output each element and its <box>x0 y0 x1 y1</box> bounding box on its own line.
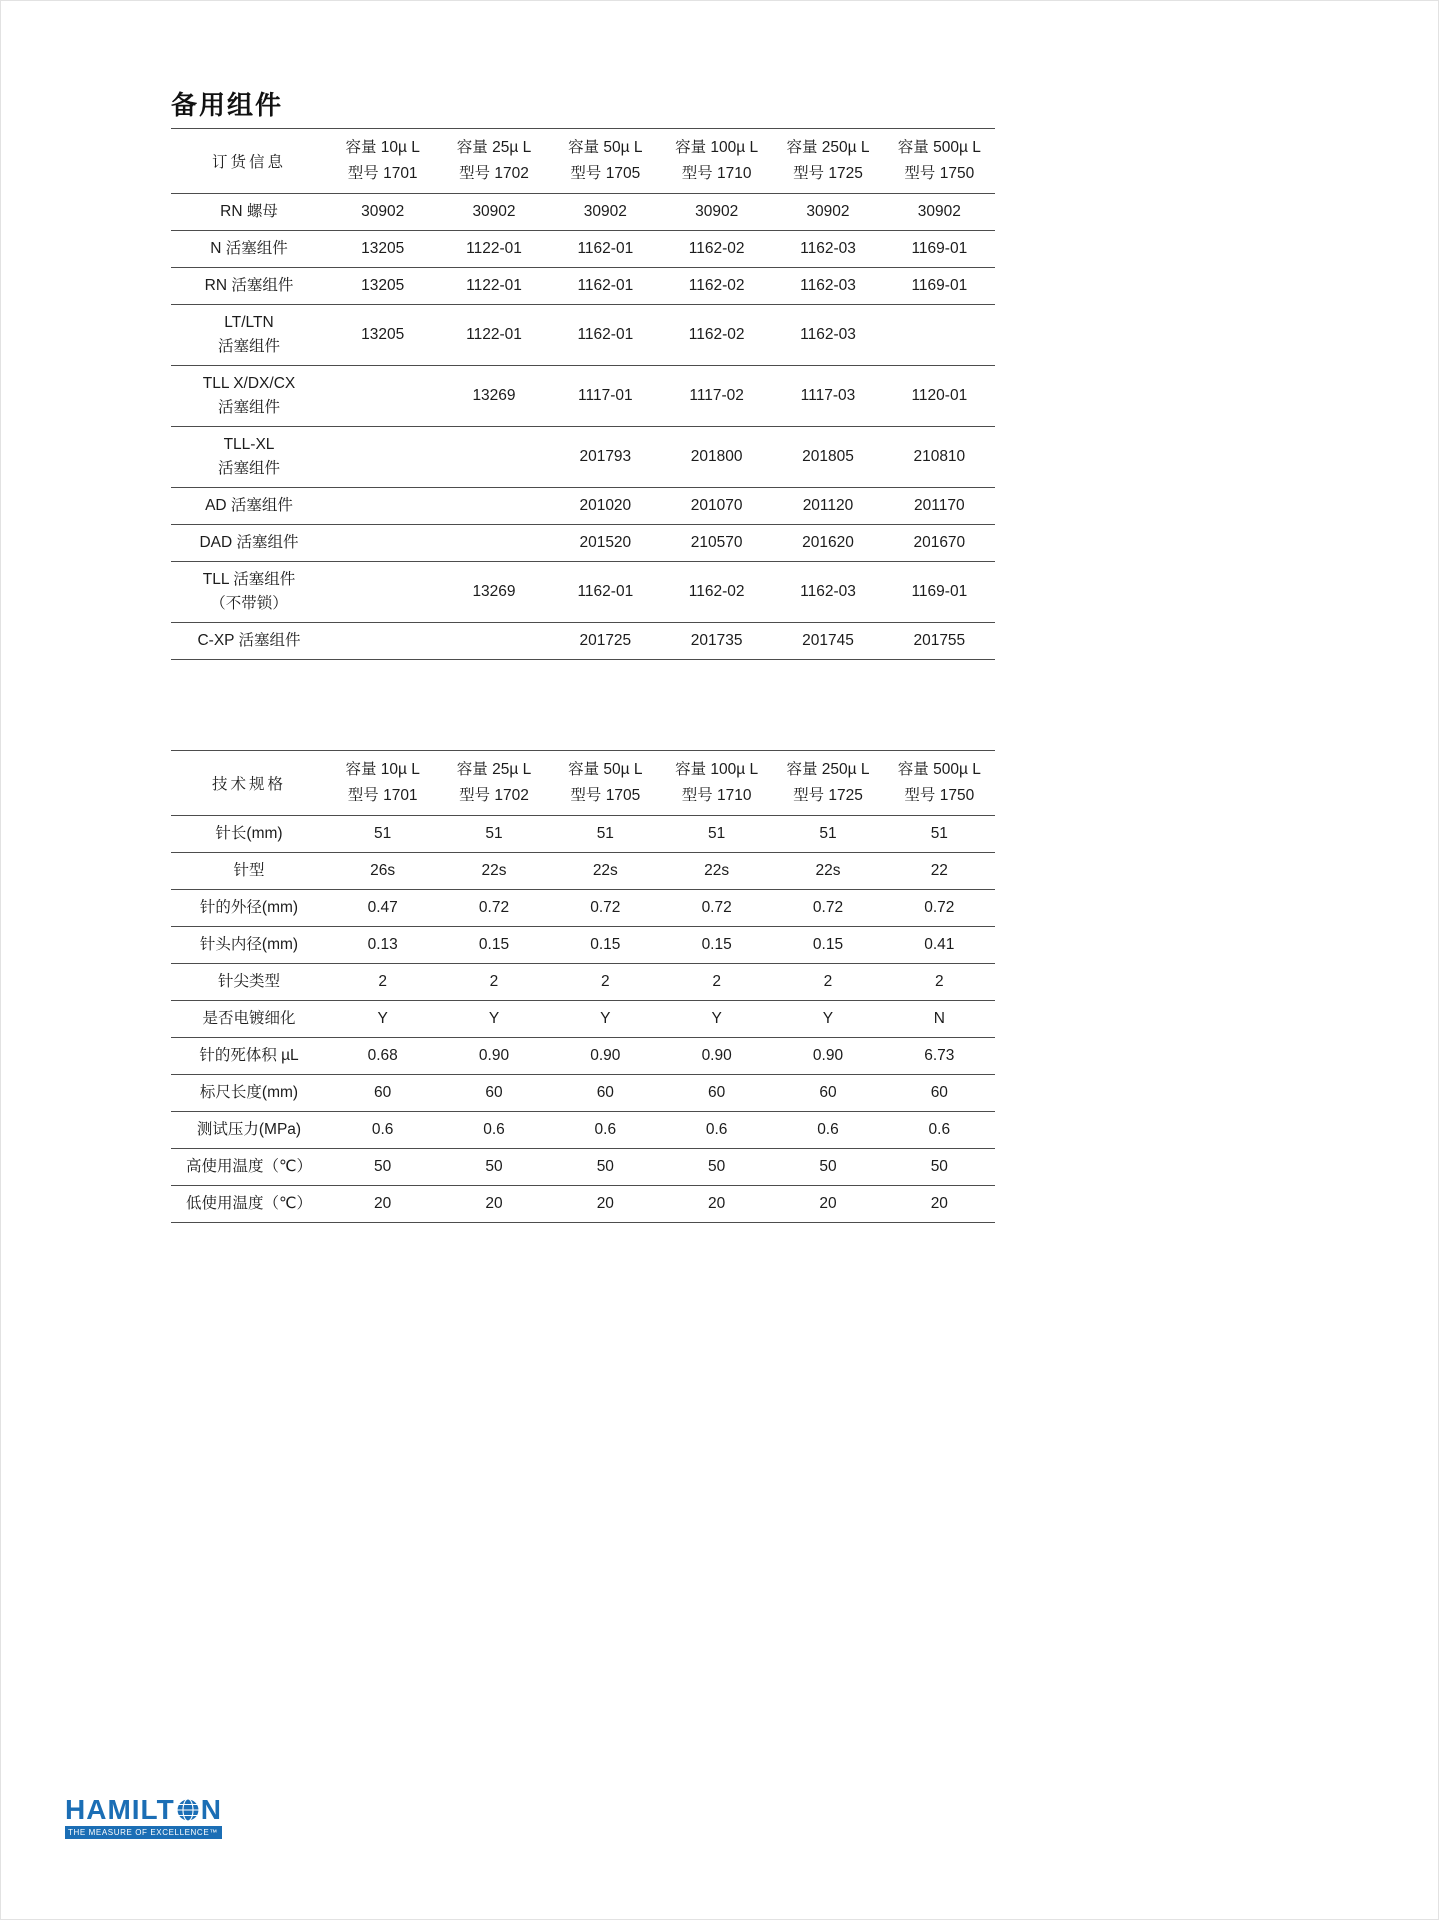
cell-value: 1169-01 <box>911 583 968 600</box>
logo-text-right: N <box>200 1794 222 1825</box>
column-header <box>772 129 883 194</box>
table-row <box>171 964 995 1001</box>
cell-value: 0.6 <box>705 1121 728 1138</box>
table-row <box>171 366 995 427</box>
column-capacity-label: 容量 50µ L <box>568 761 643 778</box>
ordering-info-table <box>171 128 995 660</box>
globe-icon <box>176 1798 200 1822</box>
cell-value: 1117-01 <box>578 387 633 404</box>
cell-value: 1162-03 <box>800 240 856 257</box>
column-model-label: 型号 1750 <box>904 165 975 182</box>
column-model-label: 型号 1705 <box>570 165 641 182</box>
cell-value: 0.72 <box>924 899 955 916</box>
section-title: 备用组件 <box>171 90 284 120</box>
cell-value: 0.6 <box>928 1121 951 1138</box>
cell-value: 0.90 <box>812 1047 844 1064</box>
column-capacity-label: 容量 100µ L <box>675 139 759 156</box>
cell-value: 20 <box>374 1195 392 1212</box>
column-model-label: 型号 1701 <box>347 165 418 182</box>
cell-value <box>438 525 549 562</box>
cell-value: 13269 <box>472 387 516 404</box>
cell-value: 51 <box>708 825 726 842</box>
cell-value: 0.90 <box>478 1047 510 1064</box>
table-row <box>171 231 995 268</box>
cell-value: 1122-01 <box>466 240 522 257</box>
cell-value: 6.73 <box>924 1047 955 1064</box>
cell-value: 201805 <box>802 448 854 465</box>
cell-value: 50 <box>596 1158 614 1175</box>
cell-value <box>327 562 438 623</box>
cell-value: 1162-01 <box>577 583 634 600</box>
logo-tagline: THE MEASURE OF EXCELLENCE™ <box>65 1826 222 1839</box>
cell-value: 0.6 <box>371 1121 394 1138</box>
cell-value: 50 <box>708 1158 726 1175</box>
table-row <box>171 305 995 366</box>
cell-value: 20 <box>819 1195 837 1212</box>
cell-value: 30902 <box>695 203 739 220</box>
table-row <box>171 427 995 488</box>
column-model-label: 型号 1702 <box>459 165 529 182</box>
cell-value: 1162-02 <box>688 277 745 294</box>
table-row <box>171 1001 995 1038</box>
cell-value: Y <box>488 1010 500 1027</box>
cell-value: 20 <box>708 1195 726 1212</box>
cell-value: 50 <box>485 1158 503 1175</box>
row-label: 测试压力(MPa) <box>196 1121 302 1138</box>
cell-value: 1117-02 <box>689 387 744 404</box>
cell-value: 1162-02 <box>688 583 745 600</box>
cell-value <box>327 427 438 488</box>
cell-value: 51 <box>374 825 392 842</box>
column-model-label: 型号 1710 <box>681 165 752 182</box>
table-row <box>171 1075 995 1112</box>
cell-value: 201755 <box>913 632 966 649</box>
table-row <box>171 1186 995 1223</box>
row-label: TLL-XL 活塞组件 <box>217 436 280 477</box>
cell-value: 13205 <box>361 326 405 343</box>
cell-value: 22s <box>592 862 618 879</box>
cell-value: 201520 <box>579 534 632 551</box>
table-row <box>171 562 995 623</box>
cell-value: 13205 <box>361 277 405 294</box>
cell-value: 60 <box>485 1084 503 1101</box>
cell-value: 60 <box>819 1084 837 1101</box>
cell-value: Y <box>822 1010 834 1027</box>
column-header <box>438 129 549 194</box>
column-capacity-label: 容量 25µ L <box>456 139 532 156</box>
column-capacity-label: 容量 25µ L <box>456 761 532 778</box>
cell-value: 0.72 <box>701 899 732 916</box>
row-label: 针型 <box>233 862 265 879</box>
table-row <box>171 927 995 964</box>
row-label: 针尖类型 <box>217 973 280 990</box>
cell-value: 0.15 <box>701 936 732 953</box>
column-header <box>327 751 438 816</box>
row-label: 高使用温度（℃） <box>186 1158 312 1175</box>
cell-value: 1162-03 <box>800 326 856 343</box>
cell-value: 30902 <box>917 203 961 220</box>
cell-value: 1162-03 <box>800 583 856 600</box>
technical-specs-table <box>171 750 995 1223</box>
cell-value: 20 <box>485 1195 503 1212</box>
cell-value <box>327 623 438 660</box>
row-label: 针长(mm) <box>215 825 283 842</box>
logo-text-left: HAMILT <box>65 1794 175 1825</box>
cell-value: 1117-03 <box>800 387 856 404</box>
cell-value: 60 <box>596 1084 614 1101</box>
cell-value: 51 <box>930 825 948 842</box>
cell-value: 1162-01 <box>577 326 634 343</box>
cell-value <box>438 427 549 488</box>
row-label: RN 活塞组件 <box>204 277 294 294</box>
cell-value: 0.15 <box>478 936 510 953</box>
column-header <box>661 129 772 194</box>
table-row <box>171 488 995 525</box>
table-row <box>171 853 995 890</box>
cell-value: 0.47 <box>367 899 398 916</box>
cell-value: 2 <box>823 973 833 990</box>
column-model-label: 型号 1725 <box>793 165 863 182</box>
cell-value: 22s <box>704 862 730 879</box>
column-capacity-label: 容量 50µ L <box>568 139 643 156</box>
hamilton-logo-wordmark <box>65 1796 222 1824</box>
column-header <box>550 751 661 816</box>
cell-value: 201620 <box>802 534 854 551</box>
cell-value <box>327 525 438 562</box>
table-gap <box>171 660 995 750</box>
table-row <box>171 1112 995 1149</box>
column-model-label: 型号 1710 <box>681 787 752 804</box>
cell-value: 201800 <box>690 448 743 465</box>
row-label: TLL 活塞组件 （不带锁） <box>202 571 296 612</box>
cell-value: 201745 <box>802 632 854 649</box>
cell-value: 30902 <box>472 203 516 220</box>
cell-value: 201020 <box>579 497 632 514</box>
cell-value <box>327 366 438 427</box>
hamilton-logo <box>65 1796 222 1839</box>
cell-value: 2 <box>935 973 944 990</box>
cell-value: 0.72 <box>812 899 844 916</box>
cell-value: 1162-01 <box>577 277 634 294</box>
cell-value: 13269 <box>472 583 516 600</box>
cell-value: 51 <box>485 825 503 842</box>
cell-value: 1162-02 <box>688 240 745 257</box>
row-label: 针头内径(mm) <box>199 936 299 953</box>
cell-value: 26s <box>370 862 396 879</box>
cell-value <box>327 488 438 525</box>
cell-value: 210570 <box>690 534 743 551</box>
cell-value: 13205 <box>361 240 405 257</box>
column-header <box>884 129 995 194</box>
cell-value: 1122-01 <box>466 277 522 294</box>
row-label: TLL X/DX/CX 活塞组件 <box>202 375 296 416</box>
cell-value: 201170 <box>914 497 965 514</box>
row-label: 低使用温度（℃） <box>186 1195 312 1212</box>
column-model-label: 型号 1750 <box>904 787 975 804</box>
cell-value: 60 <box>374 1084 392 1101</box>
cell-value: 201120 <box>802 497 854 514</box>
cell-value: 0.15 <box>590 936 621 953</box>
cell-value: 60 <box>708 1084 726 1101</box>
cell-value: 0.13 <box>367 936 398 953</box>
row-label: N 活塞组件 <box>210 240 288 257</box>
cell-value: 201725 <box>579 632 632 649</box>
row-label: C-XP 活塞组件 <box>197 632 301 649</box>
column-capacity-label: 容量 250µ L <box>786 139 870 156</box>
column-capacity-label: 容量 10µ L <box>345 761 420 778</box>
column-model-label: 型号 1725 <box>793 787 863 804</box>
page-content <box>171 85 995 1223</box>
cell-value: 30902 <box>806 203 850 220</box>
column-header <box>772 751 883 816</box>
cell-value: 30902 <box>361 203 405 220</box>
cell-value: 1162-02 <box>688 326 745 343</box>
cell-value: 0.90 <box>701 1047 732 1064</box>
row-label: 针的外径(mm) <box>199 899 299 916</box>
cell-value: 2 <box>712 973 721 990</box>
column-capacity-label: 容量 100µ L <box>675 761 759 778</box>
cell-value: 0.6 <box>817 1121 839 1138</box>
cell-value: 22 <box>930 862 948 879</box>
cell-value: 22s <box>481 862 507 879</box>
row-label: 是否电镀细化 <box>202 1010 296 1027</box>
cell-value: Y <box>711 1010 722 1027</box>
cell-value: 201735 <box>690 632 743 649</box>
column-model-label: 型号 1701 <box>347 787 418 804</box>
cell-value: 1122-01 <box>466 326 522 343</box>
cell-value: 22s <box>815 862 841 879</box>
cell-value <box>884 305 995 366</box>
cell-value: 2 <box>378 973 387 990</box>
row-label: 针的死体积 µL <box>199 1047 299 1064</box>
cell-value: 1169-01 <box>911 277 968 294</box>
row-label: DAD 活塞组件 <box>199 534 299 551</box>
row-label: LT/LTN 活塞组件 <box>217 314 280 355</box>
column-header <box>661 751 772 816</box>
table-row <box>171 890 995 927</box>
table-header-row <box>171 751 995 816</box>
column-header <box>884 751 995 816</box>
cell-value: 0.72 <box>478 899 510 916</box>
cell-value: 210810 <box>913 448 966 465</box>
row-label: RN 螺母 <box>220 203 278 220</box>
cell-value: 20 <box>930 1195 948 1212</box>
cell-value: 50 <box>374 1158 392 1175</box>
cell-value: Y <box>600 1010 611 1027</box>
cell-value: 0.68 <box>367 1047 398 1064</box>
table-row <box>171 623 995 660</box>
cell-value: 1162-03 <box>800 277 856 294</box>
column-header <box>550 129 661 194</box>
table-row <box>171 1038 995 1075</box>
table-row <box>171 816 995 853</box>
table-header-row <box>171 129 995 194</box>
cell-value: 0.6 <box>483 1121 505 1138</box>
cell-value: 201793 <box>579 448 632 465</box>
cell-value: 50 <box>819 1158 837 1175</box>
cell-value: 1162-01 <box>577 240 634 257</box>
cell-value: 201670 <box>913 534 966 551</box>
cell-value: 201070 <box>690 497 743 514</box>
cell-value: 2 <box>601 973 610 990</box>
column-capacity-label: 容量 500µ L <box>897 761 981 778</box>
cell-value <box>438 488 549 525</box>
column-model-label: 型号 1705 <box>570 787 641 804</box>
column-header <box>327 129 438 194</box>
cell-value: 1169-01 <box>911 240 968 257</box>
cell-value: Y <box>377 1010 388 1027</box>
table-row <box>171 268 995 305</box>
column-capacity-label: 容量 250µ L <box>786 761 870 778</box>
table-row <box>171 1149 995 1186</box>
cell-value: 20 <box>596 1195 614 1212</box>
column-header <box>438 751 549 816</box>
column-capacity-label: 容量 10µ L <box>345 139 420 156</box>
cell-value: 50 <box>930 1158 948 1175</box>
cell-value: 0.72 <box>590 899 621 916</box>
cell-value: 51 <box>596 825 614 842</box>
column-model-label: 型号 1702 <box>459 787 529 804</box>
cell-value: 2 <box>489 973 499 990</box>
cell-value: 51 <box>819 825 837 842</box>
cell-value: 30902 <box>583 203 627 220</box>
cell-value <box>438 623 549 660</box>
cell-value: N <box>933 1010 945 1027</box>
cell-value: 0.90 <box>590 1047 621 1064</box>
table-corner-label: 订货信息 <box>211 154 286 171</box>
cell-value: 1120-01 <box>911 387 968 404</box>
column-capacity-label: 容量 500µ L <box>897 139 981 156</box>
table-row <box>171 194 995 231</box>
cell-value: 0.15 <box>812 936 844 953</box>
row-label: 标尺长度(mm) <box>199 1084 299 1101</box>
table-row <box>171 525 995 562</box>
cell-value: 0.41 <box>924 936 955 953</box>
cell-value: 60 <box>930 1084 948 1101</box>
table-corner-label: 技术规格 <box>211 776 286 793</box>
cell-value: 0.6 <box>594 1121 617 1138</box>
row-label: AD 活塞组件 <box>205 497 293 514</box>
